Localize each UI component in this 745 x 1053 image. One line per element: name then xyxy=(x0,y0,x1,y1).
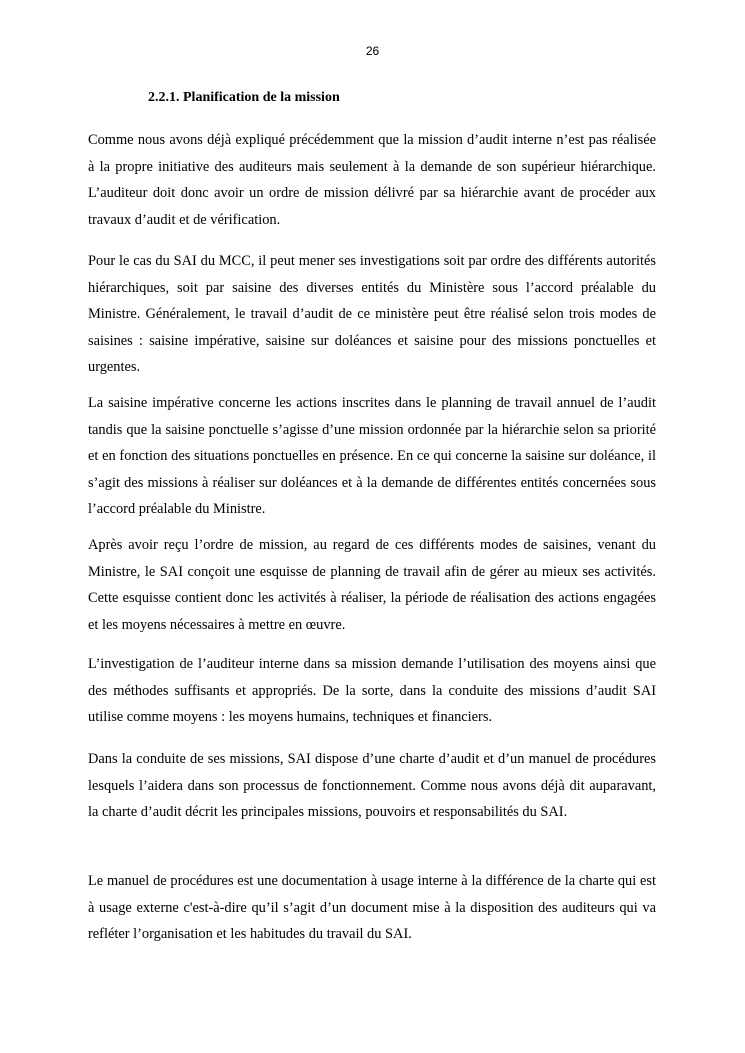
paragraph-6: Dans la conduite de ses missions, SAI dispose d’une charte d’audit et d’un manuel de procédures lesquels l’aidera dans son processus de fonctionnement. Comme nous avons déjà dit auparavant, la charte d’audit décrit les principales missions, pouvoirs et responsabilités du SAI. xyxy=(88,751,656,820)
section-heading: 2.2.1. Planification de la mission xyxy=(148,90,340,105)
paragraph-1: Comme nous avons déjà expliqué précédemment que la mission d’audit interne n’est pas réalisée à la propre initiative des auditeurs mais seulement à la demande de son supérieur hiérarchique. L’auditeur doit donc avoir un ordre de mission délivré par sa hiérarchie avant de procéder aux travaux d’audit et de vérification. xyxy=(88,132,656,228)
paragraph-5: L’investigation de l’auditeur interne dans sa mission demande l’utilisation des moyens ainsi que des méthodes suffisants et appropriés. De la sorte, dans la conduite des missions d’audit SAI utilise comme moyens : les moyens humains, techniques et financiers. xyxy=(88,656,656,725)
paragraph-2: Pour le cas du SAI du MCC, il peut mener ses investigations soit par ordre des différents autorités hiérarchiques, soit par saisine des diverses entités du Ministère sous l’accord préalable du Ministre. Généralement, le travail d’audit de ce ministère peut être réalisé selon trois modes de saisines : saisine impérative, saisine sur doléances et saisine pour des missions ponctuelles et urgentes. xyxy=(88,253,656,375)
paragraph-3: La saisine impérative concerne les actions inscrites dans le planning de travail annuel de l’audit tandis que la saisine ponctuelle s’agisse d’une mission ordonnée par la hiérarchie selon sa priorité et en fonction des situations ponctuelles en présence. En ce qui concerne la saisine sur doléance, il s’agit des missions à réaliser sur doléances et à la demande de différentes entités concernées sous l’accord préalable du Ministre. xyxy=(88,395,656,517)
page-number: 26 xyxy=(365,44,380,58)
paragraph-4: Après avoir reçu l’ordre de mission, au regard de ces différents modes de saisines, venant du Ministre, le SAI conçoit une esquisse de planning de travail afin de gérer au mieux ses activités. Cette esquisse contient donc les activités à réaliser, la période de réalisation des actions engagées et les moyens nécessaires à mettre en œuvre. xyxy=(88,537,656,633)
paragraph-7: Le manuel de procédures est une documentation à usage interne à la différence de la charte qui est à usage externe c'est-à-dire qu’il s’agit d’un document mise à la disposition des auditeurs qui va refléter l’organisation et les habitudes du travail du SAI. xyxy=(88,873,656,942)
